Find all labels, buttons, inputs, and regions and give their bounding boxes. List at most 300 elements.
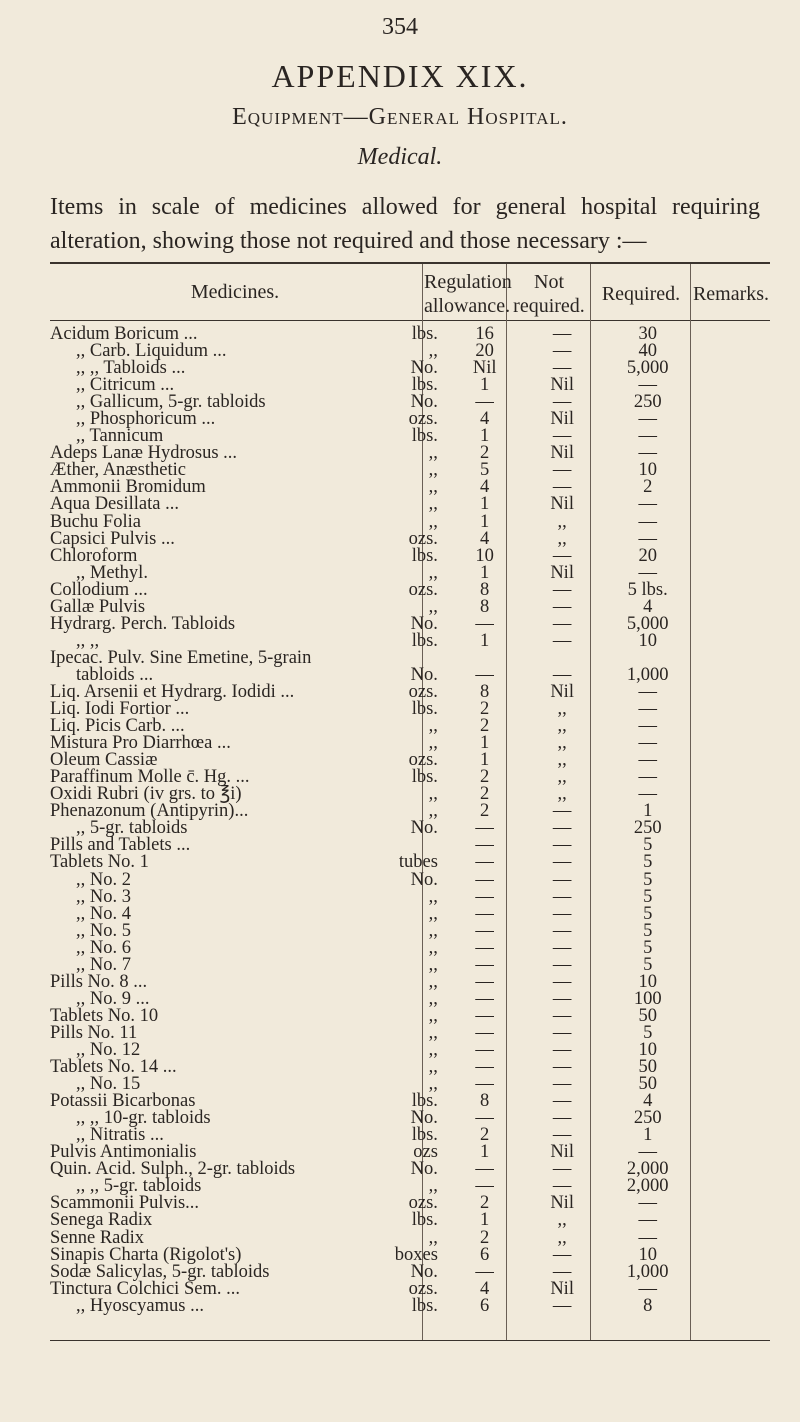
remarks-cell bbox=[695, 462, 770, 479]
required-cell: 5 bbox=[643, 954, 653, 975]
remarks-cell bbox=[695, 496, 770, 513]
table-row bbox=[50, 1008, 770, 1025]
not-required-cell: — bbox=[552, 1039, 572, 1060]
medicine-name: Sinapis Charta (Rigolot's) bbox=[50, 1244, 242, 1265]
regulation-cell: — bbox=[475, 613, 494, 634]
remarks-cell bbox=[695, 445, 770, 462]
required-cell: — bbox=[638, 716, 657, 737]
regulation-cell: 2 bbox=[480, 784, 490, 805]
regulation-cell: 20 bbox=[475, 341, 494, 362]
required-cell: 8 bbox=[643, 1295, 653, 1316]
medicine-name: Ammonii Bromidum bbox=[50, 477, 206, 498]
medicine-name: ,, ,, 5-gr. tabloids bbox=[76, 1176, 202, 1197]
unit-cell: ozs bbox=[413, 1142, 438, 1163]
table-row bbox=[50, 531, 770, 548]
not-required-cell: Nil bbox=[550, 494, 574, 515]
medicine-name: Phenazonum (Antipyrin)... bbox=[50, 801, 249, 822]
not-required-cell: — bbox=[552, 1108, 572, 1129]
unit-cell: ,, bbox=[428, 886, 438, 907]
not-required-cell: — bbox=[552, 1091, 572, 1112]
not-required-cell: — bbox=[552, 392, 572, 413]
regulation-cell: 5 bbox=[480, 460, 490, 481]
regulation-cell: 1 bbox=[480, 494, 490, 515]
remarks-cell bbox=[695, 633, 770, 650]
unit-cell: No. bbox=[410, 869, 438, 890]
regulation-cell: 4 bbox=[480, 477, 490, 498]
not-required-cell: ,, bbox=[557, 511, 567, 532]
table-row bbox=[50, 940, 770, 957]
medicine-name: ,, No. 5 bbox=[76, 920, 131, 941]
required-cell: — bbox=[638, 1227, 657, 1248]
intro-paragraph: Items in scale of medicines allowed for general hospital requiring alteration, showing those not required and those necessary :— bbox=[50, 194, 760, 254]
regulation-cell: — bbox=[475, 903, 494, 924]
unit-cell: ,, bbox=[428, 443, 438, 464]
header-not-required: Not required. bbox=[513, 271, 585, 317]
medicine-name: Hydrarg. Perch. Tabloids bbox=[50, 613, 236, 634]
table-row bbox=[50, 616, 770, 633]
remarks-cell bbox=[695, 343, 770, 360]
unit-cell: lbs. bbox=[411, 324, 438, 345]
remarks-cell bbox=[695, 854, 770, 871]
regulation-cell: — bbox=[475, 1039, 494, 1060]
required-cell: — bbox=[638, 375, 657, 396]
header-rule bbox=[50, 320, 770, 321]
required-cell: 5,000 bbox=[626, 358, 669, 379]
not-required-cell: — bbox=[552, 971, 572, 992]
not-required-cell: Nil bbox=[550, 1193, 574, 1214]
unit-cell: ,, bbox=[428, 733, 438, 754]
medicine-name: ,, Citricum ... bbox=[76, 375, 175, 396]
unit-cell: ,, bbox=[428, 1039, 438, 1060]
remarks-cell bbox=[695, 1212, 770, 1229]
unit-cell: No. bbox=[410, 1159, 438, 1180]
medicine-name: Mistura Pro Diarrhœa ... bbox=[50, 733, 231, 754]
remarks-cell bbox=[695, 1229, 770, 1246]
medicine-name: ,, ,, Tabloids ... bbox=[76, 358, 186, 379]
table-row bbox=[50, 1229, 770, 1246]
unit-cell: ,, bbox=[428, 903, 438, 924]
regulation-cell: 2 bbox=[480, 716, 490, 737]
remarks-cell bbox=[695, 872, 770, 889]
regulation-cell: 8 bbox=[480, 596, 490, 617]
required-cell: 250 bbox=[633, 818, 662, 839]
medicine-name: Pills and Tablets ... bbox=[50, 835, 191, 856]
remarks-cell bbox=[695, 1195, 770, 1212]
medicine-name: Capsici Pulvis ... bbox=[50, 528, 175, 549]
not-required-cell: — bbox=[552, 324, 572, 345]
regulation-cell: 6 bbox=[480, 1244, 490, 1265]
required-cell: 2,000 bbox=[626, 1176, 669, 1197]
regulation-cell: — bbox=[475, 988, 494, 1009]
table-row bbox=[50, 872, 770, 889]
regulation-cell: — bbox=[475, 392, 494, 413]
remarks-cell bbox=[695, 1161, 770, 1178]
regulation-cell: — bbox=[475, 1057, 494, 1078]
required-cell: 100 bbox=[633, 988, 662, 1009]
remarks-cell bbox=[695, 1025, 770, 1042]
unit-cell: ,, bbox=[428, 511, 438, 532]
required-cell: 250 bbox=[633, 1108, 662, 1129]
remarks-cell bbox=[695, 1042, 770, 1059]
medicine-name: Chloroform bbox=[50, 545, 138, 566]
medicine-name: Adeps Lanæ Hydrosus ... bbox=[50, 443, 238, 464]
unit-cell: ,, bbox=[428, 1074, 438, 1095]
medicine-name: Quin. Acid. Sulph., 2-gr. tabloids bbox=[50, 1159, 296, 1180]
table-row bbox=[50, 889, 770, 906]
remarks-cell bbox=[695, 837, 770, 854]
medicines-table bbox=[50, 326, 770, 1315]
medicine-name: ,, No. 6 bbox=[76, 937, 131, 958]
medicine-name: ,, Nitratis ... bbox=[76, 1125, 164, 1146]
medicine-name: ,, Hyoscyamus ... bbox=[76, 1295, 204, 1316]
not-required-cell: — bbox=[552, 613, 572, 634]
medicine-name: ,, No. 7 bbox=[76, 954, 131, 975]
regulation-cell: Nil bbox=[472, 358, 497, 379]
unit-cell: lbs. bbox=[411, 699, 438, 720]
required-cell: 5 lbs. bbox=[627, 579, 668, 600]
unit-cell: ,, bbox=[428, 341, 438, 362]
regulation-cell: — bbox=[475, 971, 494, 992]
regulation-cell: — bbox=[475, 886, 494, 907]
unit-cell: lbs. bbox=[411, 1210, 438, 1231]
table-row bbox=[50, 1059, 770, 1076]
regulation-cell: 2 bbox=[480, 1125, 490, 1146]
unit-cell: No. bbox=[410, 392, 438, 413]
regulation-cell: — bbox=[475, 1159, 494, 1180]
regulation-cell: 2 bbox=[480, 1227, 490, 1248]
medicine-name: tabloids ... bbox=[76, 664, 154, 685]
required-cell: 30 bbox=[638, 324, 657, 345]
required-cell: 1,000 bbox=[626, 664, 669, 685]
not-required-cell: Nil bbox=[550, 1278, 574, 1299]
table-row bbox=[50, 1195, 770, 1212]
regulation-cell: 1 bbox=[480, 375, 490, 396]
medicine-name: ,, No. 3 bbox=[76, 886, 131, 907]
not-required-cell: ,, bbox=[557, 1227, 567, 1248]
unit-cell: No. bbox=[410, 613, 438, 634]
table-row bbox=[50, 906, 770, 923]
not-required-cell: ,, bbox=[557, 699, 567, 720]
unit-cell: tubes bbox=[398, 852, 438, 873]
remarks-cell bbox=[695, 411, 770, 428]
regulation-cell: 1 bbox=[480, 750, 490, 771]
unit-cell: lbs. bbox=[411, 630, 438, 651]
medicine-name: ,, Carb. Liquidum ... bbox=[76, 341, 227, 362]
unit-cell: No. bbox=[410, 1108, 438, 1129]
unit-cell: lbs. bbox=[411, 1091, 438, 1112]
unit-cell: lbs. bbox=[411, 1125, 438, 1146]
not-required-cell: — bbox=[552, 801, 572, 822]
remarks-cell bbox=[695, 974, 770, 991]
unit-cell: ,, bbox=[428, 1005, 438, 1026]
unit-cell: No. bbox=[410, 664, 438, 685]
not-required-cell: ,, bbox=[557, 784, 567, 805]
unit-cell: ,, bbox=[428, 971, 438, 992]
required-cell: 4 bbox=[643, 596, 653, 617]
remarks-cell bbox=[695, 1247, 770, 1264]
regulation-cell: — bbox=[475, 1005, 494, 1026]
table-row bbox=[50, 1025, 770, 1042]
regulation-cell: 6 bbox=[480, 1295, 490, 1316]
regulation-cell: — bbox=[475, 835, 494, 856]
unit-cell: lbs. bbox=[411, 426, 438, 447]
required-cell: 5 bbox=[643, 937, 653, 958]
not-required-cell: — bbox=[552, 1295, 572, 1316]
table-row bbox=[50, 974, 770, 991]
remarks-cell bbox=[695, 377, 770, 394]
medicine-name: Tablets No. 10 bbox=[50, 1005, 159, 1026]
medicine-name: ,, No. 12 bbox=[76, 1039, 141, 1060]
unit-cell: ,, bbox=[428, 954, 438, 975]
not-required-cell: ,, bbox=[557, 767, 567, 788]
not-required-cell: — bbox=[552, 1057, 572, 1078]
unit-cell: boxes bbox=[394, 1244, 438, 1265]
required-cell: 1,000 bbox=[626, 1261, 669, 1282]
required-cell: 10 bbox=[638, 1244, 657, 1265]
regulation-cell: 2 bbox=[480, 767, 490, 788]
required-cell: — bbox=[638, 699, 657, 720]
medicine-name: ,, No. 15 bbox=[76, 1074, 141, 1095]
remarks-cell bbox=[695, 940, 770, 957]
remarks-cell bbox=[695, 1127, 770, 1144]
medicine-name: Tinctura Colchici Sem. ... bbox=[50, 1278, 240, 1299]
required-cell: — bbox=[638, 767, 657, 788]
table-row bbox=[50, 923, 770, 940]
regulation-cell: — bbox=[475, 1261, 494, 1282]
required-cell: 1 bbox=[643, 1125, 653, 1146]
unit-cell: ozs. bbox=[408, 1278, 438, 1299]
unit-cell: ozs. bbox=[408, 682, 438, 702]
required-cell: 50 bbox=[638, 1005, 657, 1026]
unit-cell: ,, bbox=[428, 1022, 438, 1043]
required-cell: 5 bbox=[643, 852, 653, 873]
not-required-cell: — bbox=[552, 852, 572, 873]
regulation-cell: 2 bbox=[480, 1193, 490, 1214]
required-cell: 5 bbox=[643, 886, 653, 907]
required-cell: — bbox=[638, 494, 657, 515]
required-cell: 10 bbox=[638, 971, 657, 992]
table-row bbox=[50, 1212, 770, 1229]
remarks-cell bbox=[695, 752, 770, 769]
medicine-name: ,, ,, bbox=[76, 630, 100, 651]
medicine-name: ,, No. 9 ... bbox=[76, 988, 150, 1009]
not-required-cell: ,, bbox=[557, 750, 567, 771]
unit-cell: ,, bbox=[428, 801, 438, 822]
required-cell: — bbox=[638, 511, 657, 532]
required-cell: — bbox=[638, 750, 657, 771]
medicine-name: ,, No. 2 bbox=[76, 869, 131, 890]
not-required-cell: — bbox=[552, 1176, 572, 1197]
unit-cell: ,, bbox=[428, 716, 438, 737]
remarks-cell bbox=[695, 1076, 770, 1093]
not-required-cell: — bbox=[552, 460, 572, 481]
not-required-cell: — bbox=[552, 954, 572, 975]
not-required-cell: — bbox=[552, 630, 572, 651]
not-required-cell: — bbox=[552, 1159, 572, 1180]
remarks-cell bbox=[695, 991, 770, 1008]
not-required-cell: — bbox=[552, 358, 572, 379]
medicine-name: ,, Tannicum bbox=[76, 426, 164, 447]
required-cell: 5 bbox=[643, 835, 653, 856]
not-required-cell: — bbox=[552, 664, 572, 685]
required-cell: 5 bbox=[643, 920, 653, 941]
unit-cell: ozs. bbox=[408, 750, 438, 771]
not-required-cell: — bbox=[552, 1022, 572, 1043]
unit-cell: ,, bbox=[428, 1176, 438, 1197]
unit-cell: No. bbox=[410, 358, 438, 379]
required-cell: 2,000 bbox=[626, 1159, 669, 1180]
not-required-cell: — bbox=[552, 1125, 572, 1146]
unit-cell: ,, bbox=[428, 1227, 438, 1248]
remarks-cell bbox=[695, 1264, 770, 1281]
medicine-name: Sodæ Salicylas, 5-gr. tabloids bbox=[50, 1261, 270, 1282]
remarks-cell bbox=[695, 1059, 770, 1076]
unit-cell: lbs. bbox=[411, 375, 438, 396]
remarks-cell bbox=[695, 786, 770, 803]
required-cell: — bbox=[638, 409, 657, 430]
remarks-cell bbox=[695, 479, 770, 496]
medicine-name: Oleum Cassiæ bbox=[50, 750, 158, 771]
regulation-cell: 1 bbox=[480, 1142, 490, 1163]
table-row bbox=[50, 514, 770, 531]
not-required-cell: Nil bbox=[550, 682, 574, 702]
medicine-name: ,, Gallicum, 5-gr. tabloids bbox=[76, 392, 266, 413]
unit-cell: ,, bbox=[428, 1057, 438, 1078]
medicine-name: ,, 5-gr. tabloids bbox=[76, 818, 188, 839]
not-required-cell: — bbox=[552, 903, 572, 924]
header-required: Required. bbox=[601, 283, 681, 305]
not-required-cell: — bbox=[552, 920, 572, 941]
not-required-cell: Nil bbox=[550, 409, 574, 430]
regulation-cell: — bbox=[475, 1176, 494, 1197]
medicine-name: ,, Phosphoricum ... bbox=[76, 409, 216, 430]
medicine-name: Senne Radix bbox=[50, 1227, 145, 1248]
not-required-cell: — bbox=[552, 988, 572, 1009]
page-number: 354 bbox=[382, 14, 418, 40]
required-cell: — bbox=[638, 1210, 657, 1231]
required-cell: — bbox=[638, 426, 657, 447]
medicine-name: Gallæ Pulvis bbox=[50, 596, 146, 617]
unit-cell: lbs. bbox=[411, 1295, 438, 1316]
required-cell: — bbox=[638, 1142, 657, 1163]
remarks-cell bbox=[695, 667, 770, 684]
remarks-cell bbox=[695, 735, 770, 752]
remarks-cell bbox=[695, 1110, 770, 1127]
remarks-cell bbox=[695, 565, 770, 582]
not-required-cell: ,, bbox=[557, 528, 567, 549]
remarks-cell bbox=[695, 616, 770, 633]
table-row bbox=[50, 548, 770, 565]
regulation-cell: 8 bbox=[480, 1091, 490, 1112]
not-required-cell: Nil bbox=[550, 375, 574, 396]
regulation-cell: 8 bbox=[480, 579, 490, 600]
medicine-name: Collodium ... bbox=[50, 579, 148, 600]
remarks-cell bbox=[695, 1281, 770, 1298]
required-cell: — bbox=[638, 682, 657, 702]
header-medicines: Medicines. bbox=[190, 281, 280, 303]
remarks-cell bbox=[695, 531, 770, 548]
regulation-cell: 4 bbox=[480, 409, 490, 430]
remarks-cell bbox=[695, 803, 770, 820]
appendix-subtitle: Equipment—General Hospital. bbox=[232, 104, 568, 130]
medicine-name: Pills No. 8 ... bbox=[50, 971, 148, 992]
remarks-cell bbox=[695, 1008, 770, 1025]
medicine-name: Scammonii Pulvis... bbox=[50, 1193, 200, 1214]
remarks-cell bbox=[695, 889, 770, 906]
regulation-cell: 2 bbox=[480, 443, 490, 464]
medicine-name: Æther, Anæsthetic bbox=[50, 460, 186, 481]
unit-cell: lbs. bbox=[411, 545, 438, 566]
remarks-cell bbox=[695, 820, 770, 837]
medicine-name: Acidum Boricum ... bbox=[50, 324, 198, 345]
not-required-cell: — bbox=[552, 869, 572, 890]
required-cell: 50 bbox=[638, 1057, 657, 1078]
unit-cell: ,, bbox=[428, 562, 438, 583]
regulation-cell: 16 bbox=[475, 324, 494, 345]
table-row bbox=[50, 991, 770, 1008]
not-required-cell: ,, bbox=[557, 1210, 567, 1231]
not-required-cell: ,, bbox=[557, 733, 567, 754]
unit-cell: ozs. bbox=[408, 528, 438, 549]
regulation-cell: — bbox=[475, 869, 494, 890]
required-cell: — bbox=[638, 1278, 657, 1299]
required-cell: 4 bbox=[643, 1091, 653, 1112]
required-cell: 10 bbox=[638, 630, 657, 651]
medicine-name: Paraffinum Molle c̄. Hg. ... bbox=[50, 767, 250, 788]
medicine-name: ,, Methyl. bbox=[76, 562, 148, 583]
remarks-cell bbox=[695, 701, 770, 718]
not-required-cell: — bbox=[552, 1244, 572, 1265]
medicine-name: Aqua Desillata ... bbox=[50, 494, 179, 515]
remarks-cell bbox=[695, 548, 770, 565]
remarks-cell bbox=[695, 906, 770, 923]
medicine-name: Tablets No. 1 bbox=[50, 852, 149, 873]
not-required-cell: — bbox=[552, 818, 572, 839]
required-cell: 10 bbox=[638, 1039, 657, 1060]
remarks-cell bbox=[695, 360, 770, 377]
header-regulation: Regulation allowance. bbox=[424, 271, 512, 317]
regulation-cell: 1 bbox=[480, 630, 490, 651]
not-required-cell: — bbox=[552, 579, 572, 600]
not-required-cell: — bbox=[552, 477, 572, 498]
unit-cell: ,, bbox=[428, 494, 438, 515]
unit-cell: No. bbox=[410, 818, 438, 839]
regulation-cell: 1 bbox=[480, 562, 490, 583]
remarks-cell bbox=[695, 428, 770, 445]
remarks-cell bbox=[695, 582, 770, 599]
not-required-cell: — bbox=[552, 886, 572, 907]
not-required-cell: — bbox=[552, 1005, 572, 1026]
medicine-name: ,, ,, 10-gr. tabloids bbox=[76, 1108, 211, 1129]
regulation-cell: — bbox=[475, 1108, 494, 1129]
regulation-cell: 4 bbox=[480, 1278, 490, 1299]
regulation-cell: 2 bbox=[480, 699, 490, 720]
not-required-cell: Nil bbox=[550, 443, 574, 464]
table-row bbox=[50, 854, 770, 871]
medicine-name: Ipecac. Pulv. Sine Emetine, 5-grain bbox=[50, 647, 312, 668]
regulation-cell: — bbox=[475, 937, 494, 958]
regulation-cell: 1 bbox=[480, 511, 490, 532]
medicine-name: Senega Radix bbox=[50, 1210, 153, 1231]
required-cell: 2 bbox=[643, 477, 653, 498]
required-cell: 1 bbox=[643, 801, 653, 822]
required-cell: 250 bbox=[633, 392, 662, 413]
medicine-name: ,, No. 4 bbox=[76, 903, 131, 924]
medicine-name: Oxidi Rubri (iv grs. to ℥i) bbox=[50, 784, 242, 805]
remarks-cell bbox=[695, 650, 770, 667]
regulation-cell: — bbox=[475, 818, 494, 839]
regulation-cell: 1 bbox=[480, 426, 490, 447]
